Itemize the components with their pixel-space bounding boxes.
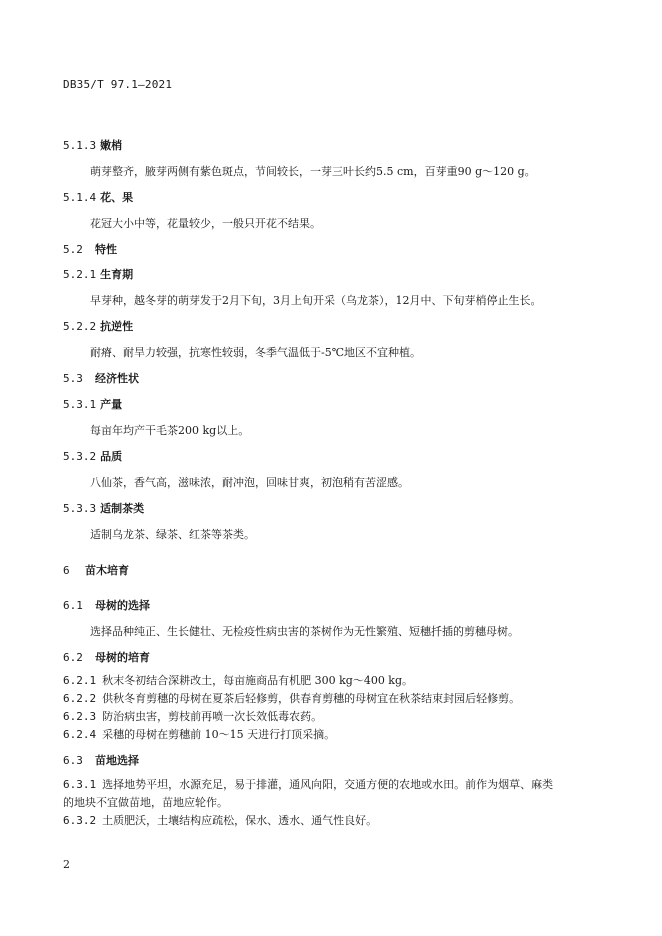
paragraph-5-2-2: 耐瘠、耐旱力较强，抗寒性较弱，冬季气温低于-5℃地区不宜种植。 — [90, 346, 422, 359]
section-number: 6.2 — [63, 651, 83, 664]
clause-6-3-1 — [63, 776, 553, 792]
heading-5-1-3 — [63, 137, 122, 153]
heading-5-2-2 — [63, 318, 133, 334]
clause-number: 6.2.3 — [63, 710, 97, 723]
paragraph-5-3-2: 八仙茶，香气高，滋味浓，耐冲泡，回味甘爽，初泡稍有苦涩感。 — [90, 476, 409, 489]
section-number: 6.1 — [63, 599, 83, 612]
section-number: 5.2.2 — [63, 320, 97, 333]
clause-text: 选择地势平坦，水源充足，易于排灌，通风向阳，交通方便的农地或水田。前作为烟草、麻类 — [102, 778, 554, 791]
clause-text: 秋末冬初结合深耕改土，每亩施商品有机肥 300 kg～400 kg。 — [102, 674, 414, 687]
section-number: 5.1.4 — [63, 191, 97, 204]
heading-6-3 — [63, 752, 139, 768]
clause-text: 土质肥沃，土壤结构应疏松，保水、透水、通气性良好。 — [102, 814, 378, 827]
heading-5-2 — [63, 241, 117, 257]
clause-number: 6.2.1 — [63, 674, 97, 687]
section-number: 6.3 — [63, 754, 83, 767]
section-title: 生育期 — [100, 268, 134, 281]
section-title: 特性 — [95, 243, 117, 256]
section-number: 5.3.2 — [63, 450, 97, 463]
clause-number: 6.3.2 — [63, 814, 97, 827]
heading-6-1 — [63, 597, 150, 613]
heading-6 — [63, 562, 129, 578]
clause-6-2-3 — [63, 708, 322, 724]
heading-5-3-1 — [63, 396, 122, 412]
heading-5-1-4 — [63, 189, 133, 205]
clause-6-2-2 — [63, 690, 520, 706]
section-number: 5.2 — [63, 243, 83, 256]
paragraph-5-1-3: 萌芽整齐，腋芽两侧有紫色斑点，节间较长，一芽三叶长约5.5 cm，百芽重90 g～120 g。 — [90, 165, 536, 178]
clause-text: 供秋冬育剪穗的母树在夏茶后轻修剪，供春育剪穗的母树宜在秋茶结束封园后轻修剪。 — [102, 692, 521, 705]
section-title: 母树的选择 — [95, 599, 150, 612]
section-number: 5.3 — [63, 372, 83, 385]
heading-5-3-2 — [63, 448, 122, 464]
heading-6-2 — [63, 649, 150, 665]
paragraph-6-1: 选择品种纯正、生长健壮、无检疫性病虫害的茶树作为无性繁殖、短穗扦插的剪穗母树。 — [90, 625, 519, 638]
section-title: 苗木培育 — [85, 564, 129, 577]
section-title: 花、果 — [100, 191, 134, 204]
clause-number: 6.2.4 — [63, 728, 97, 741]
section-number: 6 — [63, 564, 70, 577]
section-title: 母树的培育 — [95, 651, 150, 664]
heading-5-2-1 — [63, 266, 133, 282]
heading-5-3 — [63, 370, 139, 386]
clause-6-3-2 — [63, 812, 377, 828]
clause-6-2-1 — [63, 672, 413, 688]
section-title: 品质 — [100, 450, 123, 463]
heading-5-3-3 — [63, 500, 144, 516]
section-number: 5.1.3 — [63, 139, 97, 152]
page-number: 2 — [63, 858, 70, 871]
clause-6-3-1-continued: 的地块不宜做苗地，苗地应轮作。 — [63, 796, 228, 809]
clause-6-2-4 — [63, 726, 335, 742]
clause-number: 6.2.2 — [63, 692, 97, 705]
clause-text: 防治病虫害，剪枝前再喷一次长效低毒农药。 — [102, 710, 323, 723]
section-number: 5.3.1 — [63, 398, 97, 411]
paragraph-5-3-3: 适制乌龙茶、绿茶、红茶等茶类。 — [90, 528, 255, 541]
section-title: 产量 — [100, 398, 123, 411]
section-number: 5.2.1 — [63, 268, 97, 281]
section-number: 5.3.3 — [63, 502, 97, 515]
clause-number: 6.3.1 — [63, 778, 97, 791]
clause-text: 采穗的母树在剪穗前 10～15 天进行打顶采摘。 — [102, 728, 336, 741]
section-title: 适制茶类 — [100, 502, 145, 515]
paragraph-5-2-1: 早芽种，越冬芽的萌芽发于2月下旬，3月上旬开采（乌龙茶），12月中、下旬芽梢停止生长。 — [90, 294, 542, 307]
section-title: 嫩梢 — [100, 139, 123, 152]
paragraph-5-1-4: 花冠大小中等，花量较少，一般只开花不结果。 — [90, 217, 321, 230]
section-title: 苗地选择 — [95, 754, 139, 767]
paragraph-5-3-1: 每亩年均产干毛茶200 kg以上。 — [90, 424, 250, 437]
section-title: 抗逆性 — [100, 320, 134, 333]
section-title: 经济性状 — [95, 372, 139, 385]
standard-number: DB35/T 97.1—2021 — [63, 78, 173, 91]
